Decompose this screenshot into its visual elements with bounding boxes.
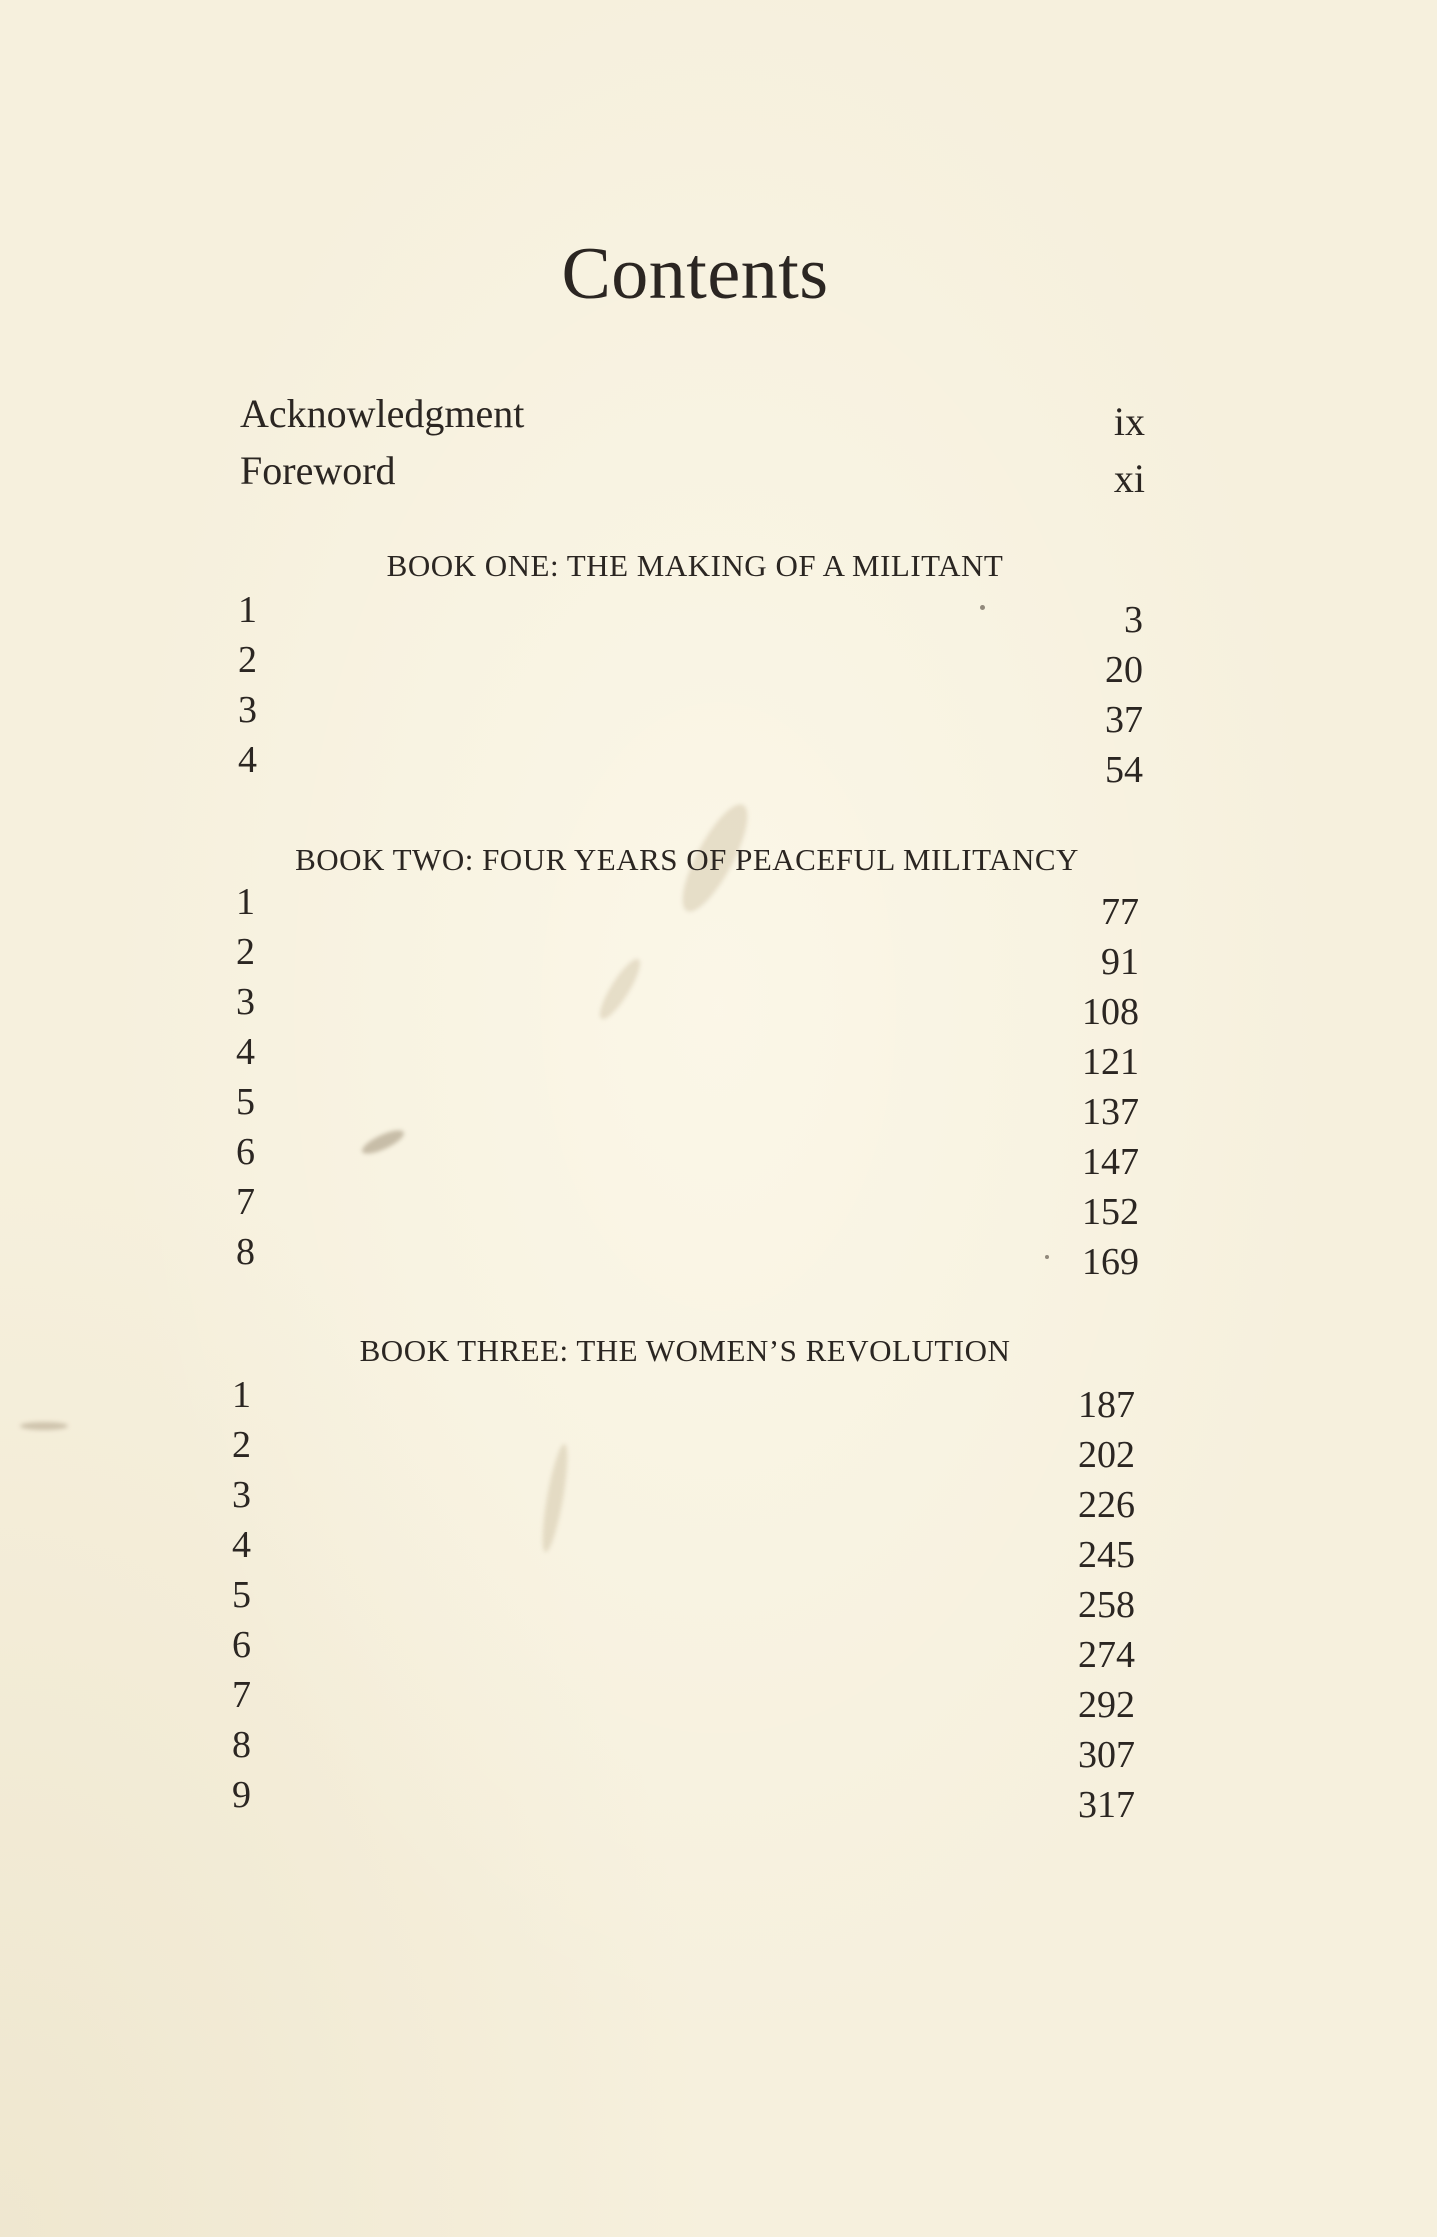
chapter-number: 2 xyxy=(238,639,257,681)
chapter-number: 8 xyxy=(236,1231,255,1273)
page-title: Contents xyxy=(561,233,829,315)
toc-entry-foreword xyxy=(240,447,1145,502)
chapter-page: 91 xyxy=(1101,941,1139,983)
chapter-number: 5 xyxy=(232,1574,251,1616)
chapter-page: 307 xyxy=(1078,1734,1135,1776)
chapter-page: 54 xyxy=(1105,749,1143,791)
chapter-page: 108 xyxy=(1082,991,1139,1033)
chapter-row xyxy=(236,1030,1139,1084)
chapter-page: 20 xyxy=(1105,649,1143,691)
chapter-page: 137 xyxy=(1082,1091,1139,1133)
chapter-number: 1 xyxy=(238,589,257,631)
chapter-row xyxy=(232,1473,1135,1527)
chapter-number: 2 xyxy=(236,931,255,973)
chapter-row xyxy=(236,1180,1139,1234)
book-two-heading: BOOK TWO: FOUR YEARS OF PEACEFUL MILITANCY xyxy=(295,842,1079,877)
chapter-page: 245 xyxy=(1078,1534,1135,1576)
chapter-row xyxy=(236,1080,1139,1134)
chapter-number: 7 xyxy=(236,1181,255,1223)
chapter-page: 292 xyxy=(1078,1684,1135,1726)
chapter-row xyxy=(238,688,1143,742)
chapter-page: 187 xyxy=(1078,1384,1135,1426)
chapter-number: 3 xyxy=(236,981,255,1023)
toc-entry-label: Acknowledgment xyxy=(240,391,525,436)
chapter-row xyxy=(232,1673,1135,1727)
chapter-page: 3 xyxy=(1124,599,1143,641)
chapter-page: 37 xyxy=(1105,699,1143,741)
chapter-number: 2 xyxy=(232,1424,251,1466)
chapter-row xyxy=(236,880,1139,934)
chapter-page: 169 xyxy=(1082,1241,1139,1283)
chapter-number: 4 xyxy=(232,1524,251,1566)
chapter-row xyxy=(236,930,1139,984)
chapter-row xyxy=(238,638,1143,692)
chapter-number: 4 xyxy=(236,1031,255,1073)
chapter-number: 1 xyxy=(236,881,255,923)
chapter-page: 121 xyxy=(1082,1041,1139,1083)
chapter-number: 9 xyxy=(232,1774,251,1816)
chapter-row xyxy=(238,588,1143,642)
chapter-page: 226 xyxy=(1078,1484,1135,1526)
chapter-number: 3 xyxy=(238,689,257,731)
toc-entry-acknowledgment xyxy=(240,390,1145,445)
chapter-page: 202 xyxy=(1078,1434,1135,1476)
chapter-page: 258 xyxy=(1078,1584,1135,1626)
chapter-page: 274 xyxy=(1078,1634,1135,1676)
chapter-number: 6 xyxy=(232,1624,251,1666)
chapter-number: 6 xyxy=(236,1131,255,1173)
chapter-page: 147 xyxy=(1082,1141,1139,1183)
chapter-row xyxy=(236,980,1139,1034)
toc-entry-page: xi xyxy=(1113,456,1145,501)
chapter-row xyxy=(232,1773,1135,1827)
chapter-row xyxy=(236,1130,1139,1184)
chapter-row xyxy=(232,1523,1135,1577)
chapter-row xyxy=(232,1373,1135,1427)
book-one-heading: BOOK ONE: THE MAKING OF A MILITANT xyxy=(386,548,1004,583)
chapter-number: 4 xyxy=(238,739,257,781)
toc-entry-page: ix xyxy=(1113,399,1145,444)
chapter-row xyxy=(232,1573,1135,1627)
chapter-number: 7 xyxy=(232,1674,251,1716)
book-three-heading: BOOK THREE: THE WOMEN’S REVOLUTION xyxy=(359,1333,1011,1368)
chapter-row xyxy=(238,738,1143,792)
chapter-number: 1 xyxy=(232,1374,251,1416)
chapter-row xyxy=(232,1723,1135,1777)
chapter-row xyxy=(232,1623,1135,1677)
chapter-number: 8 xyxy=(232,1724,251,1766)
chapter-page: 317 xyxy=(1078,1784,1135,1826)
chapter-row xyxy=(236,1230,1139,1284)
chapter-number: 5 xyxy=(236,1081,255,1123)
chapter-page: 77 xyxy=(1101,891,1139,933)
toc-entry-label: Foreword xyxy=(240,448,396,493)
chapter-page: 152 xyxy=(1082,1191,1139,1233)
chapter-number: 3 xyxy=(232,1474,251,1516)
chapter-row xyxy=(232,1423,1135,1477)
paper-stain xyxy=(20,1422,68,1430)
